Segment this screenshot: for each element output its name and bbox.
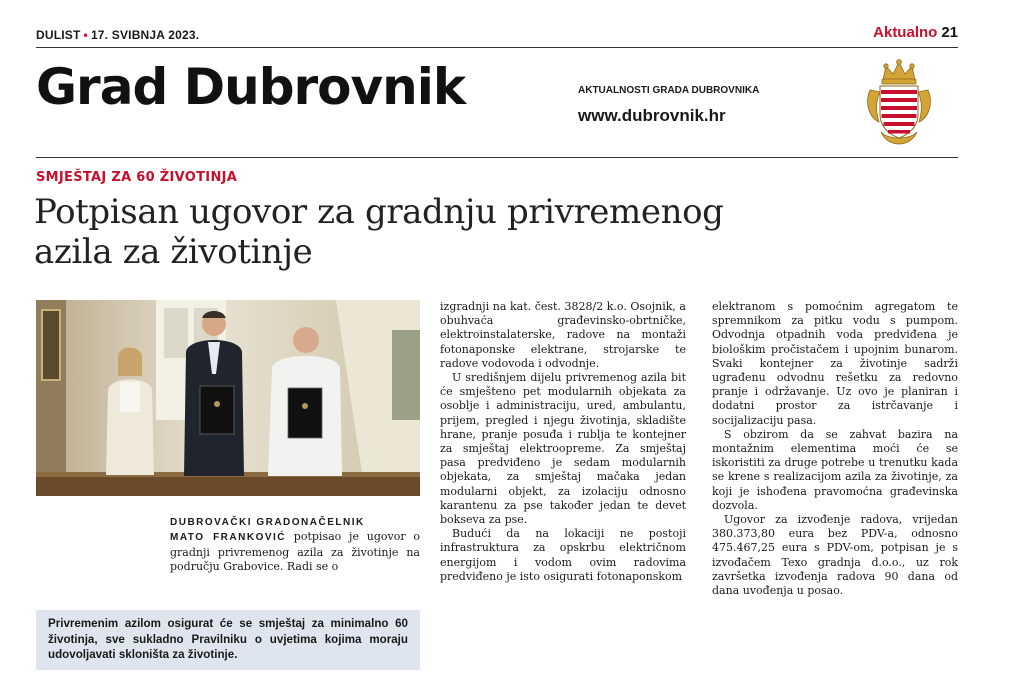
paragraph: elektranom s pomoćnim agregatom te spremnikom za pitku vodu s pumpom. Odvodnja otpadnih voda predviđena je biološkim pročistačem i upojnim bunarom. Svaki kontejner za životinje sadrži ugrađenu odvodnu rešetku za redovno pranje i održavanje. Uz ovo je planiran i dodatni prostor za istrčavanje i socijalizaciju pasa. [712,300,958,427]
article-kicker: SMJEŠTAJ ZA 60 ŽIVOTINJA [36,170,238,185]
separator-dot-icon: • [83,28,88,42]
paragraph: U središnjem dijelu privremenog azila bit će smješteno pet modularnih objekata za osoblje i administraciju, ured, ambulantu, prijem, pregled i njegu životinja, skladište hrane, pranje posuđa i rublja te kontejner za smještaj elektroopreme. Za smještaj pasa predviđeno je sedam modularnih objekata, za smještaj mačaka jedan modularni objekt, za izolaciju odnosno karantenu za pse također jedan te devet bokseva za pse. [440,371,686,527]
photo-caption [170,515,420,574]
paragraph: S obzirom da se zahvat bazira na montažnim elementima moći će se iskoristiti za druge potrebe u trenutku kada se krene s realizacijom azila za životinje, za koji je ishođena pravomoćna građevinska dozvola. [712,427,958,512]
article-headline [34,192,934,272]
masthead-divider [36,157,958,158]
highlight-box: Privremenim azilom osigurat će se smještaj za minimalno 60 životinja, sve sukladno Pravilniku o uvjetima kojima moraju udovoljavati skloništa za životinje. [36,610,420,670]
publication-name: DULIST [36,28,81,42]
dateline [36,28,199,42]
dubrovnik-crest-icon [866,56,932,152]
headline-line-1: Potpisan ugovor za gradnju privremenog [34,192,724,232]
masthead-subtitle: AKTUALNOSTI GRADA DUBROVNIKA [578,85,760,96]
section-name: Aktualno [873,24,938,41]
header-divider [36,47,958,48]
paragraph: Ugovor za izvođenje radova, vrijedan 380.373,80 eura bez PDV-a, odnosno 475.467,25 eura s PDV-om, potpisan je s izvođačem Texo gradnja d.o.o., uz rok završetka izvođenja radova 90 dana od dana uvođenja u posao. [712,513,958,598]
page-number: 21 [941,24,958,41]
caption-text: potpisao je ugovor o gradnji privremenog azila za životinje na području Grabovice. Radi se o [170,530,420,573]
paragraph: izgradnji na kat. čest. 3828/2 k.o. Osojnik, a obuhvaća građevinsko-obrtničke, elektroinstalaterske, radove na montaži fotonaponske elektrane, strojarske te radove vodovoda i odvodnje. [440,300,686,370]
section-label [873,24,958,41]
caption-lead-line-1: DUBROVAČKI GRADONAČELNIK [170,517,365,528]
headline-line-2: azila za životinje [34,232,313,272]
masthead-title: Grad Dubrovnik [36,58,466,116]
article-column-2 [712,300,958,598]
article-column-1 [440,300,686,584]
paragraph: Budući da na lokaciji ne postoji infrastruktura za opskrbu električnom energijom i vodom ovim radovima predviđeno je isto osigurati fotonaponskom [440,527,686,583]
article-photo [36,300,420,496]
masthead-url: www.dubrovnik.hr [578,106,726,125]
caption-lead-line-2: MATO FRANKOVIĆ [170,532,287,544]
issue-date: 17. SVIBNJA 2023. [90,28,200,42]
page-header-bar [36,26,958,46]
